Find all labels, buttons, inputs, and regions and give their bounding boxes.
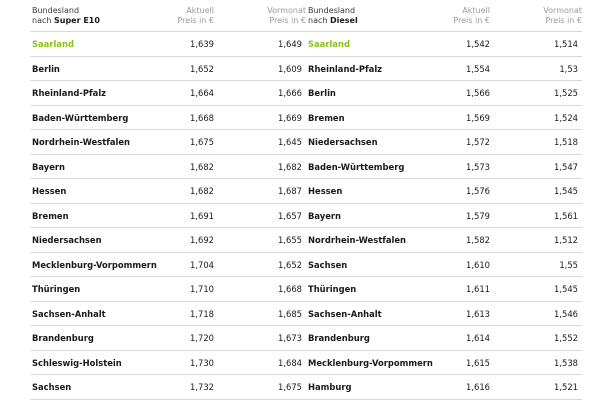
region-name: Rheinland-Pfalz — [32, 88, 107, 98]
region-name: Baden-Württemberg — [32, 112, 129, 123]
region-name: Niedersachsen — [32, 235, 102, 245]
previous-header-line2: Preis in € — [269, 16, 306, 25]
table-row — [30, 326, 306, 351]
previous-price: 1,652 — [278, 259, 302, 270]
previous-price: 1,524 — [554, 112, 578, 123]
region-column-header — [32, 6, 100, 26]
previous-price: 1,552 — [554, 333, 578, 343]
region-header-line1: Bundesland — [308, 6, 356, 15]
previous-price: 1,609 — [278, 63, 302, 74]
region-name: Berlin — [32, 63, 60, 74]
table-row — [30, 204, 306, 229]
region-header-line2 — [308, 16, 358, 26]
region-name: Brandenburg — [308, 333, 370, 343]
current-price: 1,682 — [190, 186, 214, 196]
table-row — [306, 228, 582, 253]
table-row — [306, 277, 582, 302]
region-header-line2 — [32, 16, 100, 26]
current-price: 1,566 — [466, 88, 490, 98]
table-row — [306, 204, 582, 229]
current-price: 1,613 — [466, 308, 490, 319]
previous-price: 1,669 — [278, 112, 302, 123]
previous-price: 1,561 — [554, 210, 578, 221]
table-row — [30, 130, 306, 155]
previous-price: 1,547 — [554, 161, 578, 172]
previous-price: 1,655 — [278, 235, 302, 245]
table-row — [306, 106, 582, 131]
region-name: Saarland — [32, 39, 74, 49]
previous-price: 1,545 — [554, 284, 578, 294]
previous-price: 1,673 — [278, 333, 302, 343]
table-row — [30, 351, 306, 376]
current-header-line2: Preis in € — [177, 16, 214, 25]
current-price: 1,582 — [466, 235, 490, 245]
current-price: 1,732 — [190, 382, 214, 392]
current-header-line2: Preis in € — [453, 16, 490, 25]
current-price: 1,675 — [190, 137, 214, 147]
region-name: Sachsen-Anhalt — [32, 308, 106, 319]
table-row — [30, 302, 306, 327]
current-price: 1,652 — [190, 63, 214, 74]
table-row — [306, 375, 582, 400]
region-name: Baden-Württemberg — [308, 161, 405, 172]
current-price: 1,614 — [466, 333, 490, 343]
region-name: Bremen — [308, 112, 345, 123]
previous-price: 1,518 — [554, 137, 578, 147]
region-name: Bayern — [32, 161, 66, 172]
table-row — [30, 179, 306, 204]
region-name: Saarland — [308, 39, 350, 49]
current-price-column-header — [453, 6, 490, 26]
table-row — [306, 179, 582, 204]
region-name: Hessen — [32, 186, 67, 196]
table-row — [30, 106, 306, 131]
table-row — [306, 57, 582, 82]
current-price: 1,576 — [466, 186, 490, 196]
table-row — [306, 32, 582, 57]
region-name: Schleswig-Holstein — [32, 357, 122, 368]
current-price: 1,664 — [190, 88, 214, 98]
previous-price: 1,666 — [278, 88, 302, 98]
previous-price: 1,682 — [278, 161, 302, 172]
super-e10-table — [30, 2, 306, 400]
previous-price: 1,687 — [278, 186, 302, 196]
current-price: 1,704 — [190, 259, 214, 270]
region-name: Berlin — [308, 88, 336, 98]
region-name: Bayern — [308, 210, 342, 221]
region-name: Sachsen — [308, 259, 348, 270]
region-header-prefix: nach — [308, 16, 330, 25]
current-price: 1,692 — [190, 235, 214, 245]
region-header-line1: Bundesland — [32, 6, 80, 15]
current-price: 1,682 — [190, 161, 214, 172]
table-row — [30, 81, 306, 106]
region-name: Mecklenburg-Vorpommern — [32, 259, 157, 270]
super-e10-table-header — [30, 2, 306, 32]
fuel-type-label: Diesel — [329, 16, 358, 25]
current-price: 1,611 — [466, 284, 490, 294]
fuel-type-label: Super E10 — [53, 16, 100, 25]
region-name: Nordrhein-Westfalen — [32, 137, 131, 147]
region-name: Thüringen — [32, 284, 81, 294]
region-name: Hamburg — [308, 382, 352, 392]
previous-price: 1,514 — [554, 39, 578, 49]
diesel-rows — [306, 32, 582, 400]
previous-price: 1,675 — [278, 382, 302, 392]
previous-price: 1,657 — [278, 210, 302, 221]
previous-header-line1: Vormonat — [543, 6, 582, 15]
previous-price-column-header — [267, 6, 306, 26]
current-price: 1,573 — [466, 161, 490, 172]
previous-price: 1,546 — [554, 308, 578, 319]
previous-price: 1,55 — [559, 259, 578, 270]
current-price-column-header — [177, 6, 214, 26]
current-price: 1,579 — [466, 210, 490, 221]
previous-price: 1,668 — [278, 284, 302, 294]
current-price: 1,718 — [190, 308, 214, 319]
table-row — [306, 351, 582, 376]
table-row — [306, 155, 582, 180]
current-price: 1,710 — [190, 284, 214, 294]
region-name: Sachsen-Anhalt — [308, 308, 382, 319]
current-price: 1,691 — [190, 210, 214, 221]
table-row — [30, 57, 306, 82]
region-name: Thüringen — [308, 284, 357, 294]
previous-price: 1,649 — [278, 39, 302, 49]
table-row — [306, 130, 582, 155]
region-name: Niedersachsen — [308, 137, 378, 147]
region-name: Hessen — [308, 186, 343, 196]
table-row — [30, 32, 306, 57]
region-header-prefix: nach — [32, 16, 54, 25]
current-price: 1,720 — [190, 333, 214, 343]
current-price: 1,668 — [190, 112, 214, 123]
region-name: Nordrhein-Westfalen — [308, 235, 407, 245]
previous-price: 1,521 — [554, 382, 578, 392]
region-name: Rheinland-Pfalz — [308, 63, 383, 74]
table-row — [30, 228, 306, 253]
table-row — [30, 375, 306, 400]
previous-price: 1,525 — [554, 88, 578, 98]
current-price: 1,615 — [466, 357, 490, 368]
current-price: 1,554 — [466, 63, 490, 74]
table-row — [306, 253, 582, 278]
previous-price: 1,545 — [554, 186, 578, 196]
current-header-line1: Aktuell — [462, 6, 490, 15]
previous-price-column-header — [543, 6, 582, 26]
current-price: 1,542 — [466, 39, 490, 49]
region-column-header — [308, 6, 358, 26]
previous-price: 1,512 — [554, 235, 578, 245]
region-name: Brandenburg — [32, 333, 94, 343]
current-header-line1: Aktuell — [186, 6, 214, 15]
table-row — [30, 253, 306, 278]
table-row — [306, 81, 582, 106]
previous-price: 1,684 — [278, 357, 302, 368]
region-name: Sachsen — [32, 382, 72, 392]
table-row — [30, 277, 306, 302]
current-price: 1,610 — [466, 259, 490, 270]
previous-price: 1,538 — [554, 357, 578, 368]
region-name: Mecklenburg-Vorpommern — [308, 357, 433, 368]
super-e10-rows — [30, 32, 306, 400]
previous-header-line1: Vormonat — [267, 6, 306, 15]
previous-header-line2: Preis in € — [545, 16, 582, 25]
current-price: 1,730 — [190, 357, 214, 368]
current-price: 1,639 — [190, 39, 214, 49]
table-row — [30, 155, 306, 180]
diesel-table-header — [306, 2, 582, 32]
previous-price: 1,645 — [278, 137, 302, 147]
previous-price: 1,53 — [559, 63, 578, 74]
table-row — [306, 326, 582, 351]
table-row — [306, 302, 582, 327]
region-name: Bremen — [32, 210, 69, 221]
previous-price: 1,685 — [278, 308, 302, 319]
current-price: 1,572 — [466, 137, 490, 147]
current-price: 1,616 — [466, 382, 490, 392]
diesel-table — [306, 2, 582, 400]
current-price: 1,569 — [466, 112, 490, 123]
